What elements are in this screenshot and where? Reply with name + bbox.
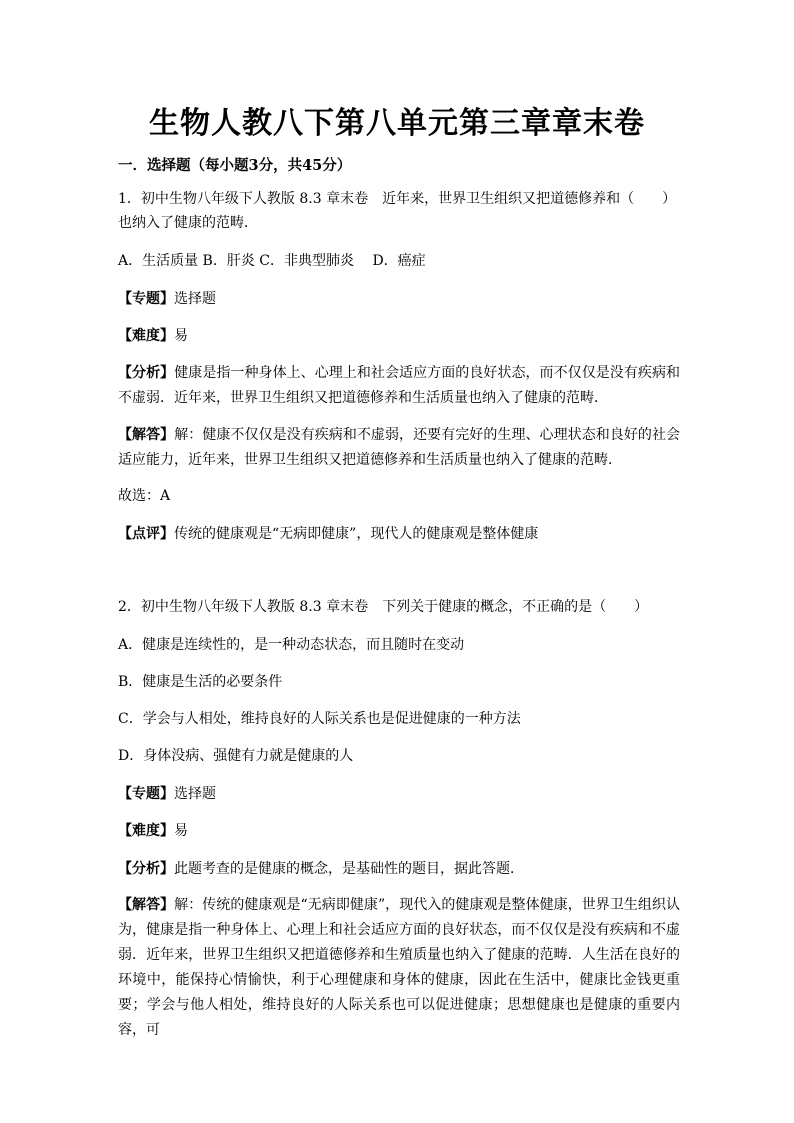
difficulty-value: 易 bbox=[174, 823, 188, 839]
difficulty-tag: 【难度】 bbox=[118, 823, 174, 839]
q1-solution bbox=[118, 423, 680, 473]
section-header: 一．选择题（每小题3分，共45分） bbox=[118, 157, 352, 174]
q2-option-a: A．健康是连续性的，是一种动态状态，而且随时在变动 bbox=[118, 637, 465, 653]
solution-text: 解：健康不仅仅是没有疾病和不虚弱，还要有完好的生理、心理状态和良好的社会适应能力，近年来，世界卫生组织又把道德修养和生活质量也纳入了健康的范畴． bbox=[118, 427, 681, 468]
comment-text: 传统的健康观是“无病即健康”，现代人的健康观是整体健康 bbox=[174, 526, 539, 542]
comment-tag: 【点评】 bbox=[118, 526, 174, 542]
analysis-tag: 【分析】 bbox=[118, 365, 175, 381]
q2-option-c: C．学会与人相处，维持良好的人际关系也是促进健康的一种方法 bbox=[118, 711, 521, 727]
solution-tag: 【解答】 bbox=[118, 897, 175, 913]
difficulty-value: 易 bbox=[174, 328, 188, 344]
q1-stem-line2: 也纳入了健康的范畴． bbox=[118, 215, 258, 231]
analysis-text: 健康是指一种身体上、心理上和社会适应方面的良好状态，而不仅仅是没有疾病和不虚弱．近年来，世界卫生组织又把道德修养和生活质量也纳入了健康的范畴． bbox=[118, 365, 681, 406]
q1-topic bbox=[118, 290, 678, 309]
q1-stem-line1: 1．初中生物八年级下人教版 8.3 章末卷 近年来，世界卫生组织又把道德修养和（ ） bbox=[118, 191, 677, 207]
q1-comment bbox=[118, 525, 678, 544]
analysis-text: 此题考查的是健康的概念，是基础性的题目，据此答题． bbox=[174, 861, 524, 877]
topic-tag: 【专题】 bbox=[118, 291, 174, 307]
page-title: 生物人教八下第八单元第三章章末卷 bbox=[149, 106, 645, 141]
q2-difficulty bbox=[118, 822, 678, 841]
q2-option-d: D．身体没病、强健有力就是健康的人 bbox=[118, 748, 354, 764]
q2-topic bbox=[118, 785, 678, 804]
solution-tag: 【解答】 bbox=[118, 427, 175, 443]
q1-answer: 故选：A bbox=[118, 488, 171, 504]
q2-analysis bbox=[118, 860, 678, 879]
q1-options: A．生活质量 B．肝炎 C．非典型肺炎 D．癌症 bbox=[118, 253, 426, 269]
difficulty-tag: 【难度】 bbox=[118, 328, 174, 344]
q1-analysis bbox=[118, 361, 680, 411]
topic-tag: 【专题】 bbox=[118, 786, 174, 802]
topic-value: 选择题 bbox=[174, 291, 216, 307]
q2-solution bbox=[118, 893, 680, 1043]
q1-difficulty bbox=[118, 327, 678, 346]
q2-option-b: B．健康是生活的必要条件 bbox=[118, 674, 283, 690]
solution-text: 解：传统的健康观是“无病即健康”，现代入的健康观是整体健康，世界卫生组织认为，健康是指一种身体上、心理上和社会适应方面的良好状态，而不仅仅是没有疾病和不虚弱．近年来，世界卫生组织又把道德修养和生殖质量也纳入了健康的范畴．人生活在良好的环境中，能保持心情愉快，利于心理健康和身体的健康，因此在生活中，健康比金钱更重要；学会与他人相处，维持良好的人际关系也可以促进健康；思想健康也是健康的重要内容，可 bbox=[118, 897, 681, 1038]
topic-value: 选择题 bbox=[174, 786, 216, 802]
analysis-tag: 【分析】 bbox=[118, 861, 174, 877]
q2-stem: 2．初中生物八年级下人教版 8.3 章末卷 下列关于健康的概念，不正确的是（ ） bbox=[118, 599, 649, 615]
